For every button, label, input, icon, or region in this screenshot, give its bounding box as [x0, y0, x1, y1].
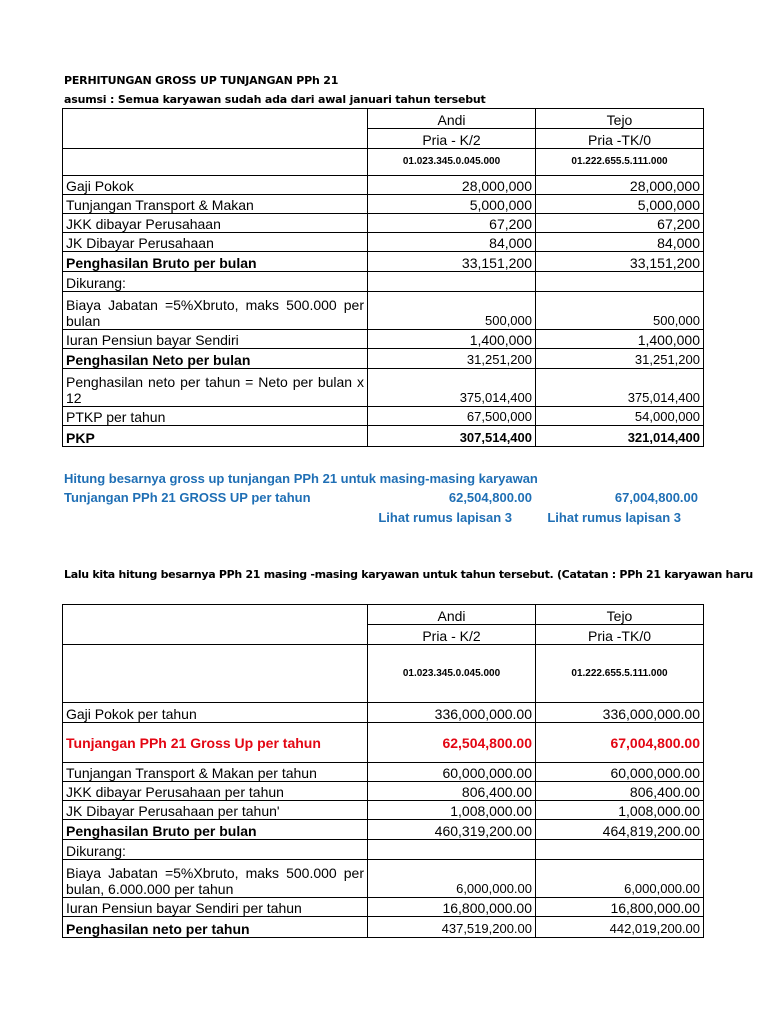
table-row	[63, 252, 704, 272]
employee-name-tejo: Tejo	[536, 605, 704, 625]
assumption-text: asumsi : Semua karyawan sudah ada dari awal januari tahun tersebut	[64, 93, 486, 106]
formula-note-tejo: Lihat rumus lapisan 3	[547, 510, 681, 525]
grossup-tejo: 67,004,800.00	[614, 490, 698, 505]
value-tejo	[536, 272, 704, 292]
value-andi: 1,008,000.00	[368, 801, 536, 820]
row-label: Penghasilan Bruto per bulan	[63, 252, 368, 272]
row-label: Penghasilan neto per tahun = Neto per bulan x 12	[63, 369, 368, 407]
employee-name-tejo: Tejo	[536, 109, 704, 129]
value-tejo: 442,019,200.00	[536, 917, 704, 938]
value-tejo: 6,000,000.00	[536, 860, 704, 898]
value-andi: 6,000,000.00	[368, 860, 536, 898]
value-tejo: 67,200	[536, 214, 704, 233]
value-andi: 31,251,200	[368, 349, 536, 369]
table-row	[63, 820, 704, 840]
value-andi: 460,319,200.00	[368, 820, 536, 840]
table-row	[63, 214, 704, 233]
value-tejo: 1,008,000.00	[536, 801, 704, 820]
row-label: JK Dibayar Perusahaan	[63, 233, 368, 252]
grossup-heading: Hitung besarnya gross up tunjangan PPh 21 untuk masing-masing karyawan	[64, 471, 538, 486]
value-andi: 60,000,000.00	[368, 763, 536, 782]
value-tejo: 1,400,000	[536, 330, 704, 349]
row-label: Penghasilan Bruto per bulan	[63, 820, 368, 840]
table-row	[63, 330, 704, 349]
value-tejo: 54,000,000	[536, 407, 704, 426]
row-label: Iuran Pensiun bayar Sendiri per tahun	[63, 898, 368, 917]
value-tejo: 806,400.00	[536, 782, 704, 801]
employee-name-andi: Andi	[368, 109, 536, 129]
value-tejo: 60,000,000.00	[536, 763, 704, 782]
value-andi	[368, 840, 536, 860]
row-label: PTKP per tahun	[63, 407, 368, 426]
row-label: Biaya Jabatan =5%Xbruto, maks 500.000 per bulan	[63, 292, 368, 330]
value-tejo: 28,000,000	[536, 176, 704, 195]
value-andi: 16,800,000.00	[368, 898, 536, 917]
row-label: Tunjangan Transport & Makan	[63, 195, 368, 214]
employee-status-andi: Pria - K/2	[368, 129, 536, 149]
table-row	[63, 703, 704, 723]
value-tejo	[536, 840, 704, 860]
employee-status-tejo: Pria -TK/0	[536, 625, 704, 645]
value-tejo: 33,151,200	[536, 252, 704, 272]
table-row	[63, 195, 704, 214]
row-label: JKK dibayar Perusahaan	[63, 214, 368, 233]
table-row	[63, 233, 704, 252]
value-andi: 67,500,000	[368, 407, 536, 426]
row-label: Gaji Pokok	[63, 176, 368, 195]
page-title: PERHITUNGAN GROSS UP TUNJANGAN PPh 21	[64, 74, 339, 87]
table-row	[63, 272, 704, 292]
npwp-label-cell	[63, 149, 368, 176]
row-label: Penghasilan Neto per bulan	[63, 349, 368, 369]
value-tejo: 16,800,000.00	[536, 898, 704, 917]
value-andi: 437,519,200.00	[368, 917, 536, 938]
table-row	[63, 426, 704, 447]
employee-name-andi: Andi	[368, 605, 536, 625]
row-label: Gaji Pokok per tahun	[63, 703, 368, 723]
value-andi: 307,514,400	[368, 426, 536, 447]
table-row	[63, 407, 704, 426]
value-andi: 500,000	[368, 292, 536, 330]
row-label: JKK dibayar Perusahaan per tahun	[63, 782, 368, 801]
npwp-tejo: 01.222.655.5.111.000	[536, 149, 704, 176]
table-row	[63, 782, 704, 801]
value-andi: 67,200	[368, 214, 536, 233]
formula-note-andi: Lihat rumus lapisan 3	[378, 510, 512, 525]
table-row	[63, 840, 704, 860]
row-label: PKP	[63, 426, 368, 447]
table-row	[63, 292, 704, 330]
value-tejo: 84,000	[536, 233, 704, 252]
value-andi: 336,000,000.00	[368, 703, 536, 723]
table-row	[63, 349, 704, 369]
row-label: JK Dibayar Perusahaan per tahun'	[63, 801, 368, 820]
table-corner	[63, 605, 368, 645]
value-andi: 84,000	[368, 233, 536, 252]
table-row	[63, 763, 704, 782]
value-tejo: 464,819,200.00	[536, 820, 704, 840]
value-tejo: 5,000,000	[536, 195, 704, 214]
table-row	[63, 369, 704, 407]
value-andi: 33,151,200	[368, 252, 536, 272]
table-monthly	[62, 108, 704, 447]
value-tejo: 67,004,800.00	[536, 723, 704, 763]
npwp-tejo: 01.222.655.5.111.000	[536, 645, 704, 703]
row-label: Dikurang:	[63, 272, 368, 292]
value-tejo: 500,000	[536, 292, 704, 330]
table-row	[63, 176, 704, 195]
table-corner	[63, 109, 368, 149]
value-tejo: 375,014,400	[536, 369, 704, 407]
row-label: Dikurang:	[63, 840, 368, 860]
row-label: Tunjangan PPh 21 Gross Up per tahun	[63, 723, 368, 763]
value-tejo: 31,251,200	[536, 349, 704, 369]
table-annual	[62, 604, 704, 938]
npwp-andi: 01.023.345.0.045.000	[368, 149, 536, 176]
note-text: Lalu kita hitung besarnya PPh 21 masing -masing karyawan untuk tahun tersebut. (Catatan : PPh 21 karyawan haru	[64, 568, 753, 581]
value-andi: 806,400.00	[368, 782, 536, 801]
row-label: Biaya Jabatan =5%Xbruto, maks 500.000 per bulan, 6.000.000 per tahun	[63, 860, 368, 898]
employee-status-andi: Pria - K/2	[368, 625, 536, 645]
value-andi: 28,000,000	[368, 176, 536, 195]
npwp-andi: 01.023.345.0.045.000	[368, 645, 536, 703]
table-row	[63, 723, 704, 763]
value-tejo: 321,014,400	[536, 426, 704, 447]
grossup-label: Tunjangan PPh 21 GROSS UP per tahun	[64, 490, 311, 505]
value-andi: 62,504,800.00	[368, 723, 536, 763]
grossup-andi: 62,504,800.00	[448, 490, 532, 505]
row-label: Penghasilan neto per tahun	[63, 917, 368, 938]
value-andi	[368, 272, 536, 292]
value-tejo: 336,000,000.00	[536, 703, 704, 723]
table-row	[63, 860, 704, 898]
npwp-label-cell	[63, 645, 368, 703]
table-row	[63, 801, 704, 820]
row-label: Iuran Pensiun bayar Sendiri	[63, 330, 368, 349]
value-andi: 1,400,000	[368, 330, 536, 349]
value-andi: 375,014,400	[368, 369, 536, 407]
row-label: Tunjangan Transport & Makan per tahun	[63, 763, 368, 782]
value-andi: 5,000,000	[368, 195, 536, 214]
table-row	[63, 917, 704, 938]
table-row	[63, 898, 704, 917]
employee-status-tejo: Pria -TK/0	[536, 129, 704, 149]
